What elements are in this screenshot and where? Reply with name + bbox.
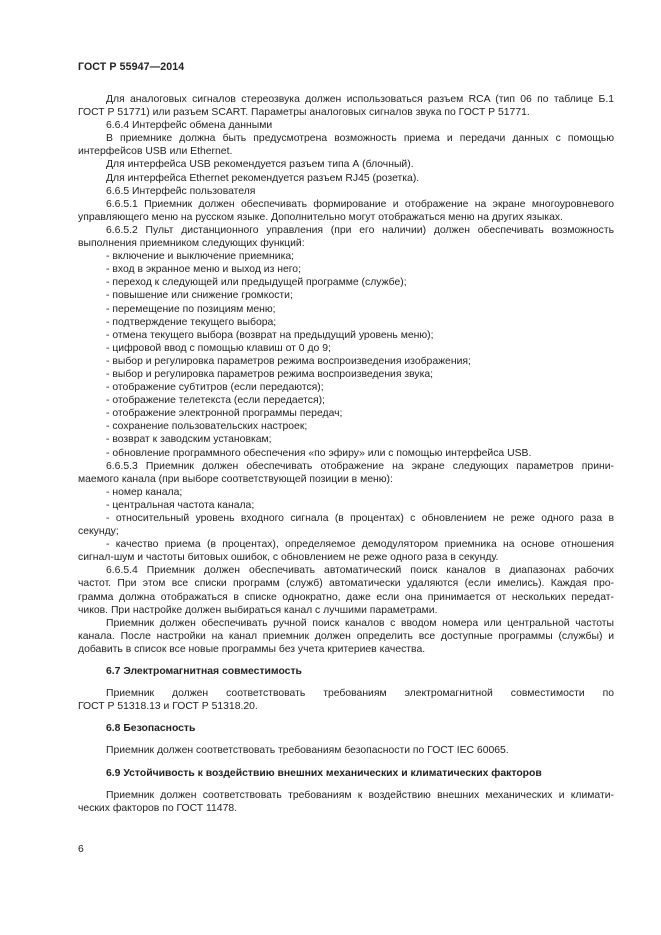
list-item: - выбор и регулировка параметров режима воспроизведения изображения; [106, 355, 471, 367]
subsection-heading: 6.6.5 Интерфейс пользователя [106, 185, 256, 197]
page-number: 6 [78, 844, 84, 855]
text-line: частот. При этом все списки программ (служб) автоматически удаляются (если имелись). Каждая про- [78, 578, 614, 590]
text-line: В приемнике должна быть предусмотрена возможность приема и передачи данных с помощью [106, 133, 614, 145]
list-item: - номер канала; [106, 486, 183, 498]
list-item: - повышение или снижение громкости; [106, 290, 293, 302]
text-line: ГОСТ Р 51771) или разъем SCART. Параметры аналоговых сигналов звука по ГОСТ Р 51771. [78, 107, 530, 119]
list-item: - обновление программного обеспечения «по эфиру» или с помощью интерфейса USB. [106, 447, 532, 459]
text-line: Для аналоговых сигналов стереозвука должен использоваться разъем RCA (тип 06 по таблице Б.1 [106, 94, 614, 105]
subsection-heading: 6.6.4 Интерфейс обмена данными [106, 120, 273, 132]
list-item: - цифровой ввод с помощью клавиш от 0 до 9; [106, 342, 331, 354]
text-line: интерфейсов USB или Ethernet. [78, 146, 233, 158]
text-line: 6.6.5.1 Приемник должен обеспечивать формирование и отображение на экране многоуровневого [106, 198, 614, 210]
text-line: выполнения приемником следующих функций: [78, 238, 305, 250]
text-line: добавить в список все новые программы без учета критериев качества. [78, 643, 426, 655]
text-line: 6.6.5.2 Пульт дистанционного управления (при его наличии) должен обеспечивать возможность [106, 224, 614, 236]
text-line: секунду; [78, 526, 119, 538]
list-item: - возврат к заводским установкам; [106, 434, 272, 446]
text-line: Для интерфейса Ethernet рекомендуется разъем RJ45 (розетка). [106, 172, 420, 184]
list-item: - включение и выключение приемника; [106, 251, 295, 263]
list-item: - перемещение по позициям меню; [106, 303, 276, 315]
text-line: Приемник должен обеспечивать ручной поиск каналов с вводом номера или центральной частоты [106, 617, 614, 629]
text-line: чиков. При настройке должен выбираться канал с лучшими параметрами. [78, 604, 438, 616]
section-heading-6-9: 6.9 Устойчивость к воздействию внешних механических и климатических факторов [106, 767, 542, 779]
text-line: Приемник должен соответствовать требованиям к воздействию внешних механических и климати- [106, 789, 614, 801]
text-line: 6.6.5.4 Приемник должен обеспечивать автоматический поиск каналов в диапазонах рабочих [106, 565, 614, 577]
text-line: ческих факторов по ГОСТ 11478. [78, 802, 238, 814]
list-item: - вход в экранное меню и выход из него; [106, 264, 301, 276]
list-item: - сохранение пользовательских настроек; [106, 421, 308, 433]
text-line: Приемник должен соответствовать требованиям безопасности по ГОСТ IEC 60065. [106, 745, 509, 757]
text-line: 6.6.5.3 Приемник должен обеспечивать отображение на экране следующих параметров прини- [106, 460, 614, 472]
text-line: маемого канала (при выборе соответствующей позиции в меню): [78, 473, 393, 485]
list-item: - подтверждение текущего выбора; [106, 316, 277, 328]
text-line: сигнал-шум и частоты битовых ошибок, с обновлением не реже одного раза в секунду. [78, 552, 499, 564]
text-line: грамма должна отображаться в списке однократно, даже если она принимается от нескольких передат- [78, 591, 614, 603]
list-item: - переход к следующей или предыдущей программе (службе); [106, 277, 407, 289]
list-item: - отображение телетекста (если передается); [106, 395, 325, 407]
section-heading-6-7: 6.7 Электромагнитная совместимость [106, 666, 302, 678]
document-code-header: ГОСТ Р 55947—2014 [78, 61, 185, 73]
list-item: - отображение электронной программы передач; [106, 408, 343, 420]
list-item: - выбор и регулировка параметров режима воспроизведения звука; [106, 368, 434, 380]
text-line: управляющего меню на русском языке. Дополнительно могут отображаться меню на других языках. [78, 211, 563, 223]
text-line: канала. После настройки на канал приемник должен определить все доступные программы (службы) и [78, 630, 614, 642]
text-line: Приемник должен соответствовать требованиям электромагнитной совместимости по [106, 688, 614, 700]
list-item: - качество приема (в процентах), определяемое демодулятором приемника на основе отношения [106, 539, 614, 551]
text-line: ГОСТ Р 51318.13 и ГОСТ Р 51318.20. [78, 701, 258, 713]
section-heading-6-8: 6.8 Безопасность [106, 723, 196, 735]
list-item: - относительный уровень входного сигнала (в процентах) с обновлением не реже одного раза в [106, 513, 614, 524]
list-item: - отображение субтитров (если передаются); [106, 382, 324, 394]
list-item: - отмена текущего выбора (возврат на предыдущий уровень меню); [106, 329, 434, 341]
list-item: - центральная частота канала; [106, 499, 255, 511]
text-line: Для интерфейса USB рекомендуется разъем типа А (блочный). [106, 159, 414, 171]
document-body [78, 93, 614, 815]
